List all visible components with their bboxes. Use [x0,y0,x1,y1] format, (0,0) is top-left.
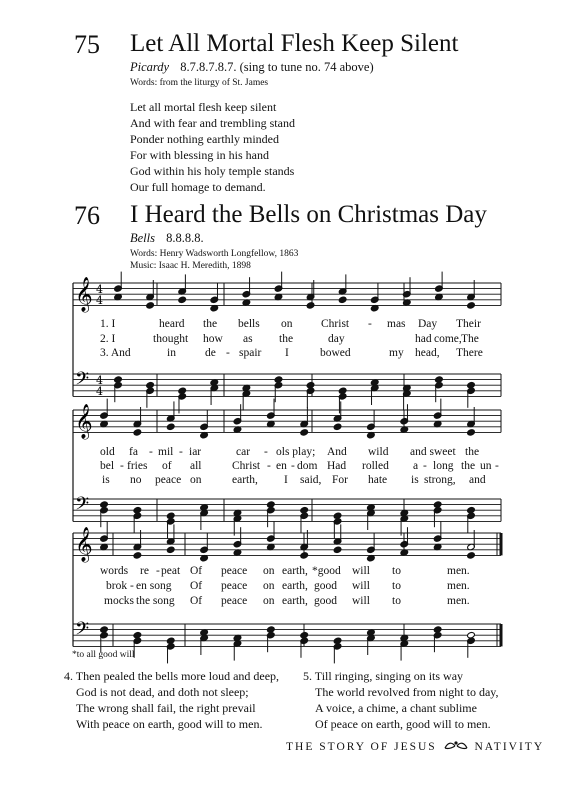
lyric-syllable: strong, [424,474,456,486]
lyric-syllable: on [263,580,275,592]
lyric-syllable: no [130,474,142,486]
lyric-syllable: how [203,333,223,345]
lyric-syllable: Of [190,595,203,607]
lyric-syllable: The [461,333,479,345]
lyric-syllable: peat [161,565,181,577]
hymn-75-line: Ponder nothing earthly minded [130,132,279,146]
lyric-syllable: old [100,446,115,458]
verse-5-line: A voice, a chime, a chant sublime [315,701,477,715]
lyric-syllable: spair [239,347,262,359]
lyric-syllable: to [392,565,401,577]
lyric-syllable: Christ [321,318,350,330]
verse-5-line: Of peace on earth, good will to men. [315,717,491,731]
lyric-syllable: brok [106,580,128,592]
lyric-syllable: re [140,565,149,577]
lyric-syllable: peace [221,565,248,577]
lyric-syllable: men. [447,565,470,577]
lyric-syllable: peace [221,595,248,607]
lyric-syllable: on [190,474,202,486]
verse-5-line: The world revolved from night to day, [315,685,499,699]
hymn-75-title: Let All Mortal Flesh Keep Silent [130,30,459,57]
lyric-syllable: There [456,347,483,359]
treble-clef-icon: 𝄞 [75,404,93,439]
lyric-syllable: Their [456,318,481,330]
lyric-syllable: mocks [104,595,135,607]
lyric-syllable: iar [189,446,202,458]
hymn-75-tune: Picardy [130,60,170,74]
hymn-75-number: 75 [74,30,100,59]
lyric-syllable: de [205,347,216,359]
lyric-syllable: mil [158,446,174,458]
hymn-75-line: Let all mortal flesh keep silent [130,100,277,114]
time-signature: 4 [96,294,103,307]
lyric-syllable: the [461,460,476,472]
time-signature: 4 [96,283,103,296]
lyric-syllable: bowed [320,347,351,359]
lyric-syllable: - [130,580,134,592]
lyric-syllable: will [352,565,370,577]
lyric-syllable: a [413,460,419,472]
lyric-syllable: as [243,333,253,345]
lyric-syllable: - [120,460,124,472]
lyric-syllable: will [352,580,370,592]
lyric-syllable: - [264,446,268,458]
hymn-75-meter: 8.7.8.7.8.7. (sing to tune no. 74 above) [180,60,374,74]
lyric-syllable: thought [153,333,189,345]
footer-book-title: THE STORY OF JESUS [286,741,437,753]
hymn-76-meter: 8.8.8.8. [166,231,204,245]
lyric-syllable: the [279,333,294,345]
lyric-syllable: I [285,347,289,359]
lyric-syllable: en song [136,580,172,592]
lyric-syllable: and sweet [410,446,456,458]
lyric-syllable: to [392,595,401,607]
lyric-syllable: peace [155,474,182,486]
lyric-syllable: earth, [282,595,308,607]
bass-clef-icon: 𝄢 [75,369,90,394]
lyric-syllable: dom [297,460,318,472]
lyric-syllable: Day [418,318,438,330]
lyric-syllable: on [281,318,293,330]
hymn-76-number: 76 [74,201,100,230]
footer-section: NATIVITY [474,741,545,753]
lyric-syllable: good [314,580,337,592]
hymn-75-line: God within his holy temple stands [130,164,295,178]
lyric-syllable: earth, [282,565,308,577]
lyric-syllable: rolled [362,460,389,472]
lyric-syllable: un [480,460,492,472]
lyric-syllable: come, [434,333,462,345]
lyric-syllable: long [433,460,454,472]
lyric-syllable: Of [190,565,203,577]
lyric-syllable: ols play; [276,446,316,458]
lyric-syllable: Had [327,460,347,472]
verse-4-line: 4. Then pealed the bells more loud and deep, [64,669,280,683]
hymn-75-line: Our full homage to demand. [130,180,266,194]
lyric-syllable: hate [368,474,388,486]
lyric-syllable: on [263,565,275,577]
lyric-syllable: the [465,446,480,458]
lyric-syllable: had [415,333,432,345]
treble-clef-icon: 𝄞 [75,277,93,312]
lyric-syllable: en [276,460,287,472]
lyric-syllable: peace [221,580,248,592]
lyric-syllable: - [156,565,160,577]
verse-4-line: God is not dead, and doth not sleep; [76,685,249,699]
lyric-syllable: mas [387,318,406,330]
lyric-syllable: men. [447,595,470,607]
verse-5 [303,668,499,732]
lyric-syllable: all [190,460,202,472]
footnote: *to all good will [72,650,135,660]
lyric-syllable: *good [312,565,341,577]
lyric-syllable: of [162,460,172,472]
lyric-syllable: - [267,460,271,472]
bass-clef-icon: 𝄢 [75,619,90,644]
lyric-syllable: will [352,595,370,607]
lyric-syllable: Of [190,580,203,592]
lyric-syllable: - [149,446,153,458]
lyric-syllable: day [328,333,345,345]
lyric-syllable: bel [100,460,115,472]
hymn-76-tune: Bells [130,231,155,245]
lyric-syllable: is [411,474,419,486]
lyric-syllable: For [332,474,348,486]
hymn-75-words-credit: Words: from the liturgy of St. James [130,78,269,88]
bass-clef-icon: 𝄢 [75,494,90,519]
lyric-syllable: car [236,446,251,458]
lyric-syllable: - [495,460,499,472]
lyric-syllable: on [263,595,275,607]
lyric-syllable: good [314,595,337,607]
hymn-75-line: For with blessing in his hand [130,148,270,162]
hands-ornament-icon [443,739,469,751]
hymn-76-words-credit: Words: Henry Wadsworth Longfellow, 1863 [130,249,299,259]
time-signature: 4 [96,374,103,387]
lyric-syllable: head, [415,347,440,359]
lyric-syllable: wild [368,446,389,458]
lyric-syllable: said, [300,474,322,486]
lyric-syllable: - [423,460,427,472]
lyric-syllable: to [392,580,401,592]
lyric-syllable: 1. I [100,318,116,330]
lyric-syllable: men. [447,580,470,592]
lyric-syllable: my [389,347,404,359]
lyric-syllable: - [368,318,372,330]
lyric-syllable: earth, [232,474,258,486]
lyric-syllable: bells [238,318,260,330]
hymn-75-line: And with fear and trembling stand [130,116,295,130]
treble-clef-icon: 𝄞 [75,527,93,562]
lyric-syllable: 2. I [100,333,116,345]
hymn-76-music-credit: Music: Isaac H. Meredith, 1898 [130,261,251,271]
hymn-76-title: I Heard the Bells on Christmas Day [130,201,487,228]
lyric-syllable: heard [159,318,185,330]
lyric-syllable: And [327,446,347,458]
lyric-syllable: - [291,460,295,472]
lyric-syllable: words [100,565,129,577]
lyric-syllable: the song [136,595,175,607]
verse-4-line: The wrong shall fail, the right prevail [76,701,256,715]
verse-5-line: 5. Till ringing, singing on its way [303,669,464,683]
verse-4-line: With peace on earth, good will to men. [76,717,263,731]
lyric-syllable: I [284,474,288,486]
lyric-syllable: is [102,474,110,486]
verse-4 [64,668,279,732]
lyric-syllable: fries [127,460,148,472]
time-signature: 4 [96,385,103,398]
page-footer [286,739,544,753]
lyric-syllable: - [226,347,230,359]
lyric-syllable: the [203,318,218,330]
lyric-syllable: earth, [282,580,308,592]
lyric-syllable: and [469,474,486,486]
lyric-syllable: Christ [232,460,261,472]
lyric-syllable: fa [129,446,138,458]
lyric-syllable: in [167,347,176,359]
lyric-syllable: 3. And [100,347,131,359]
lyric-syllable: - [179,446,183,458]
